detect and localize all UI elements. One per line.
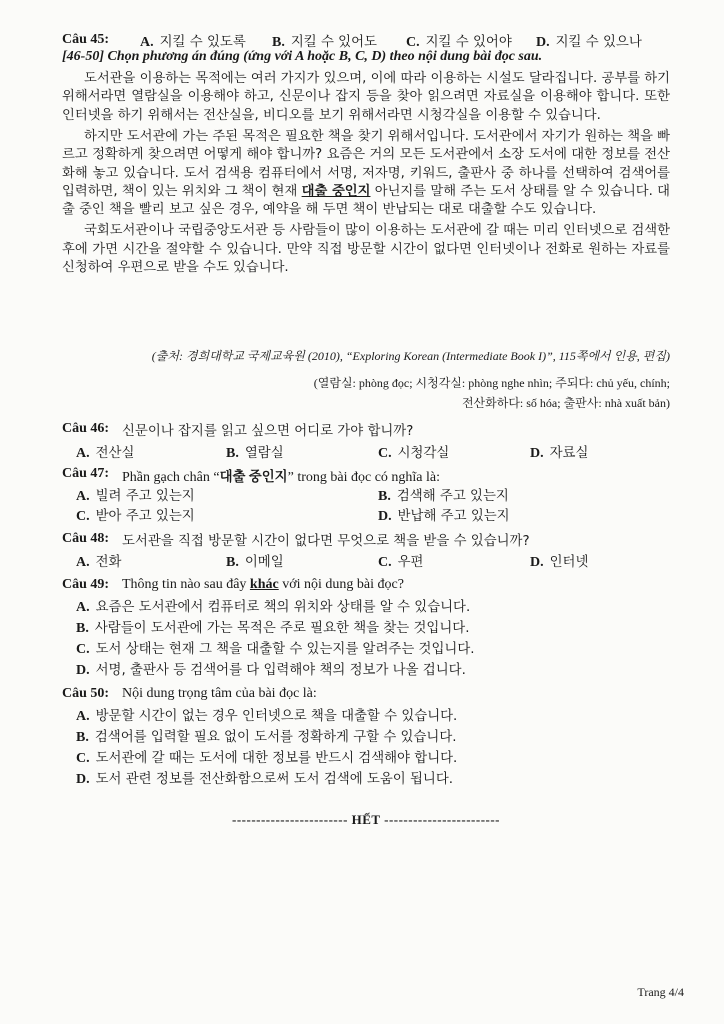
option-c: C. 도서 상태는 현재 그 책을 대출할 수 있는지를 알려주는 것입니다. (76, 642, 475, 657)
question-text: 도서관을 직접 방문할 시간이 없다면 무엇으로 책을 받을 수 있습니까? (122, 534, 530, 549)
quoted-phrase: 대출 중인지 (219, 469, 288, 484)
question-text: 신문이나 잡지를 읽고 싶으면 어디로 가야 합니까? (122, 424, 414, 439)
option-b: B. 열람실 (226, 446, 284, 461)
option-b: B. 사람들이 도서관에 가는 목적은 주로 필요한 책을 찾는 것입니다. (76, 621, 470, 636)
question-45 (62, 30, 684, 50)
question-label: Câu 48: (62, 531, 110, 546)
option-c: C. 지킬 수 있어야 (406, 35, 512, 50)
passage-paragraph: 국회도서관이나 국립중앙도서관 등 사람들이 많이 이용하는 도서관에 갈 때는 미리 인터넷으로 검색한 후에 가면 시간을 절약할 수 있습니다. 만약 직접 방문할 시간이 없다면 인터넷이나 전화로 원하는 자료를 신청하여 우편으로 받을 수도 있습니다. (62, 223, 670, 276)
question-46 (62, 420, 684, 464)
option-a: A. 방문할 시간이 없는 경우 인터넷으로 책을 대출할 수 있습니다. (76, 709, 458, 724)
reading-passage (62, 70, 670, 280)
option-a: A. 빌려 주고 있는지 (76, 489, 195, 504)
option-d: D. 자료실 (530, 446, 589, 461)
passage-paragraph: 하지만 도서관에 가는 주된 목적은 필요한 책을 찾기 위해서입니다. 도서관에서 자기가 원하는 책을 빠르고 정확하게 찾으려면 어떻게 해야 합니까? 요즘은 거의 모든 도서관에서 소장 도서에 대한 정보를 전산화해 놓고 있습니다. 도서 검색용 컴퓨터에서 서명, 저자명, 키워드, 출판사 중 하나를 선택하여 검색어를 입력하면, 책이 있는 위치와 그 책이 현재 대출 중인지 아닌지를 말해 주는 도서 상태를 알 수 있습니다. 대출 중인 책을 빨리 보고 싶은 경우, 예약을 해 두면 책이 반납되는 대로 대출할 수도 있습니다. (62, 128, 670, 218)
option-d: D. 도서 관련 정보를 전산화함으로써 도서 검색에 도움이 됩니다. (76, 772, 454, 787)
question-47 (62, 465, 684, 527)
question-50 (62, 685, 684, 789)
question-label: Câu 47: (62, 466, 110, 481)
option-d: D. 인터넷 (530, 555, 589, 570)
option-a: A. 전화 (76, 555, 122, 570)
question-text: Thông tin nào sau đây khác với nội dung bài đọc? (122, 577, 404, 592)
question-label: Câu 46: (62, 421, 110, 436)
option-c: C. 받아 주고 있는지 (76, 509, 195, 524)
end-marker: ------------------------ HẾT ------------------------ (232, 812, 501, 827)
option-a: A. 지킬 수 있도록 (140, 35, 246, 50)
option-a: A. 전산실 (76, 446, 135, 461)
option-c: C. 도서관에 갈 때는 도서에 대한 정보를 반드시 검색해야 합니다. (76, 751, 458, 766)
question-label: Câu 45: (62, 32, 110, 47)
passage-paragraph: 도서관을 이용하는 목적에는 여러 가지가 있으며, 이에 따라 이용하는 시설도 달라집니다. 공부를 하기 위해서라면 열람실을 이용해야 하고, 신문이나 잡지 등을 찾아 읽으려면 자료실을 이용해야 합니다. 또한 인터넷을 하기 위해서는 전산실을, 비디오를 보기 위해서라면 시청각실을 이용할 수 있습니다. (62, 71, 670, 123)
option-d: D. 반납해 주고 있는지 (378, 509, 510, 524)
page-number: Trang 4/4 (637, 985, 684, 999)
option-b: B. 이메일 (226, 555, 284, 570)
emphasized-word: khác (249, 577, 279, 592)
underlined-phrase: 대출 중인지 (301, 183, 371, 199)
question-text: Nội dung trọng tâm của bài đọc là: (122, 686, 317, 701)
glossary-line: (열람실: phòng đọc; 시청각실: phòng nghe nhìn; 주되다: chủ yếu, chính; (313, 376, 670, 390)
question-label: Câu 49: (62, 577, 110, 592)
option-b: B. 검색어를 입력할 필요 없이 도서를 정확하게 구할 수 있습니다. (76, 730, 457, 745)
question-text: Phần gạch chân “대출 중인지” trong bài đọc có nghĩa là: (122, 469, 441, 485)
option-a: A. 요즘은 도서관에서 컴퓨터로 책의 위치와 상태를 알 수 있습니다. (76, 600, 471, 615)
option-d: D. 서명, 출판사 등 검색어를 다 입력해야 책의 정보가 나올 겁니다. (76, 663, 466, 678)
question-label: Câu 50: (62, 686, 110, 701)
section-instruction: [46-50] Chọn phương án đúng (ứng với A hoặc B, C, D) theo nội dung bài đọc sau. (62, 49, 543, 64)
glossary-line: 전산화하다: số hóa; 출판사: nhà xuất bản) (461, 396, 670, 410)
option-c: C. 시청각실 (378, 446, 450, 461)
option-c: C. 우편 (378, 555, 424, 570)
option-b: B. 검색해 주고 있는지 (378, 489, 509, 504)
source-citation: (출처: 경희대학교 국제교육원 (2010), “Exploring Korean (Intermediate Book I)”, 115쪽에서 인용, 편집) (151, 349, 670, 363)
question-49 (62, 576, 684, 680)
question-48 (62, 530, 684, 574)
option-b: B. 지킬 수 있어도 (272, 35, 377, 50)
option-d: D. 지킬 수 있으나 (536, 35, 642, 50)
